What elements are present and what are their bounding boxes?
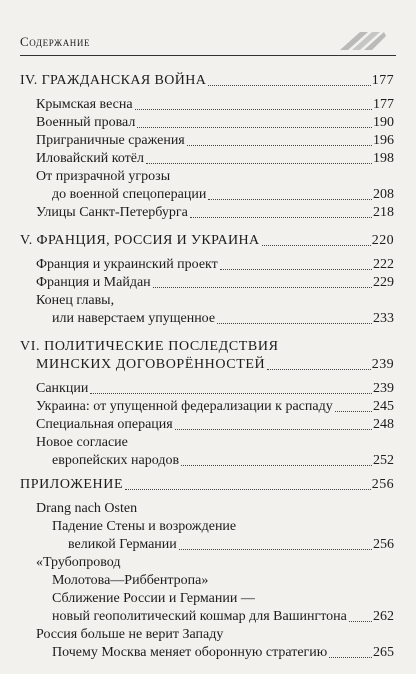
toc-page-number: 233 (373, 311, 394, 326)
toc-page-number: 208 (373, 187, 394, 202)
ribbon-emblem-icon (338, 30, 388, 54)
toc-page-number: 177 (373, 97, 394, 112)
dot-leader (179, 549, 372, 550)
toc-chapter-6[interactable] (20, 356, 394, 374)
dot-leader (329, 657, 372, 658)
dot-leader (137, 127, 372, 128)
toc-item[interactable] (20, 398, 394, 416)
toc-item[interactable] (20, 608, 394, 626)
toc-item-title: Почему Москва меняет оборонную стратегию (52, 645, 328, 660)
toc-chapter-title: ПРИЛОЖЕНИЕ (20, 477, 124, 492)
toc-item-title: европейских народов (52, 453, 180, 468)
toc-item[interactable] (20, 644, 394, 662)
dot-leader (208, 199, 372, 200)
dot-leader (175, 429, 372, 430)
toc-section-title[interactable]: Drang nach Osten (36, 501, 138, 516)
toc-section-title[interactable]: Россия больше не верит Западу (36, 627, 224, 642)
toc-page-number: 239 (371, 357, 394, 372)
toc-chapter-title: МИНСКИХ ДОГОВОРЁННОСТЕЙ (36, 357, 266, 372)
dot-leader (90, 393, 372, 394)
toc-section-title-line1[interactable]: «Трубопровод (36, 555, 121, 570)
toc-item-line1[interactable]: Падение Стены и возрождение (52, 519, 237, 534)
toc-page-number: 245 (373, 399, 394, 414)
toc-item-line1[interactable]: Новое согласие (36, 435, 128, 450)
toc-appendix[interactable] (20, 476, 394, 494)
running-head: Содержание (20, 34, 91, 49)
toc-item-title: Франция и Майдан (36, 275, 151, 290)
dot-leader (349, 621, 372, 622)
dot-leader (153, 287, 372, 288)
toc-item[interactable] (20, 536, 394, 554)
dot-leader (187, 145, 372, 146)
table-of-contents (20, 64, 394, 662)
toc-item[interactable] (20, 380, 394, 398)
toc-item-title: до военной спецоперации (52, 187, 207, 202)
toc-item-title: или наверстаем упущенное (52, 311, 216, 326)
toc-item-title: Крымская весна (36, 97, 133, 112)
dot-leader (208, 85, 371, 86)
toc-item[interactable] (20, 416, 394, 434)
toc-chapter-5[interactable] (20, 232, 394, 250)
toc-page-number: 198 (373, 151, 394, 166)
toc-item-title: Украина: от упущенной федерализации к распаду (36, 399, 333, 414)
toc-item[interactable] (20, 452, 394, 470)
dot-leader (135, 109, 372, 110)
dot-leader (217, 323, 372, 324)
toc-page-number: 265 (373, 645, 394, 660)
dot-leader (262, 245, 371, 246)
dot-leader (125, 489, 371, 490)
toc-item-title: Приграничные сражения (36, 133, 185, 148)
dot-leader (146, 163, 372, 164)
toc-section-title-line2[interactable]: Молотова—Риббентропа» (52, 573, 209, 588)
toc-chapter-6-line1[interactable]: VI. ПОЛИТИЧЕСКИЕ ПОСЛЕДСТВИЯ (20, 339, 279, 354)
toc-page-number: 248 (373, 417, 394, 432)
toc-page-number: 256 (371, 477, 394, 492)
toc-page-number: 256 (373, 537, 394, 552)
toc-page-number: 229 (373, 275, 394, 290)
toc-chapter-title: IV. ГРАЖДАНСКАЯ ВОЙНА (20, 73, 207, 88)
toc-item-title: Санкции (36, 381, 89, 396)
toc-page-number: 222 (373, 257, 394, 272)
toc-item-title: Франция и украинский проект (36, 257, 218, 272)
dot-leader (335, 411, 372, 412)
toc-page-number: 220 (371, 233, 394, 248)
toc-item-title: Улицы Санкт-Петербурга (36, 205, 188, 220)
toc-item[interactable] (20, 132, 394, 150)
toc-page-number: 239 (373, 381, 394, 396)
toc-page-number: 218 (373, 205, 394, 220)
toc-item-title: Специальная операция (36, 417, 173, 432)
toc-item[interactable] (20, 256, 394, 274)
toc-page-number: 196 (373, 133, 394, 148)
toc-page-number: 262 (373, 609, 394, 624)
toc-item-line1[interactable]: Сближение России и Германии — (52, 591, 255, 606)
dot-leader (181, 465, 372, 466)
header-rule (20, 55, 396, 56)
dot-leader (267, 369, 371, 370)
toc-page-number: 190 (373, 115, 394, 130)
toc-chapter-4[interactable] (20, 72, 394, 90)
toc-item[interactable] (20, 150, 394, 168)
toc-item-title: новый геополитический кошмар для Вашингтона (52, 609, 347, 624)
toc-item-title: Иловайский котёл (36, 151, 144, 166)
toc-item[interactable] (20, 274, 394, 292)
toc-page-number: 177 (371, 73, 394, 88)
toc-item[interactable] (20, 186, 394, 204)
toc-item-title: Военный провал (36, 115, 136, 130)
toc-item[interactable] (20, 310, 394, 328)
dot-leader (220, 269, 372, 270)
toc-page-number: 252 (373, 453, 394, 468)
toc-item-line1[interactable]: От призрачной угрозы (36, 169, 171, 184)
dot-leader (190, 217, 372, 218)
toc-item[interactable] (20, 114, 394, 132)
toc-item-title: великой Германии (68, 537, 177, 552)
toc-item-line1[interactable]: Конец главы, (36, 293, 115, 308)
toc-chapter-title: V. ФРАНЦИЯ, РОССИЯ И УКРАИНА (20, 233, 260, 248)
toc-item[interactable] (20, 96, 394, 114)
toc-item[interactable] (20, 204, 394, 222)
